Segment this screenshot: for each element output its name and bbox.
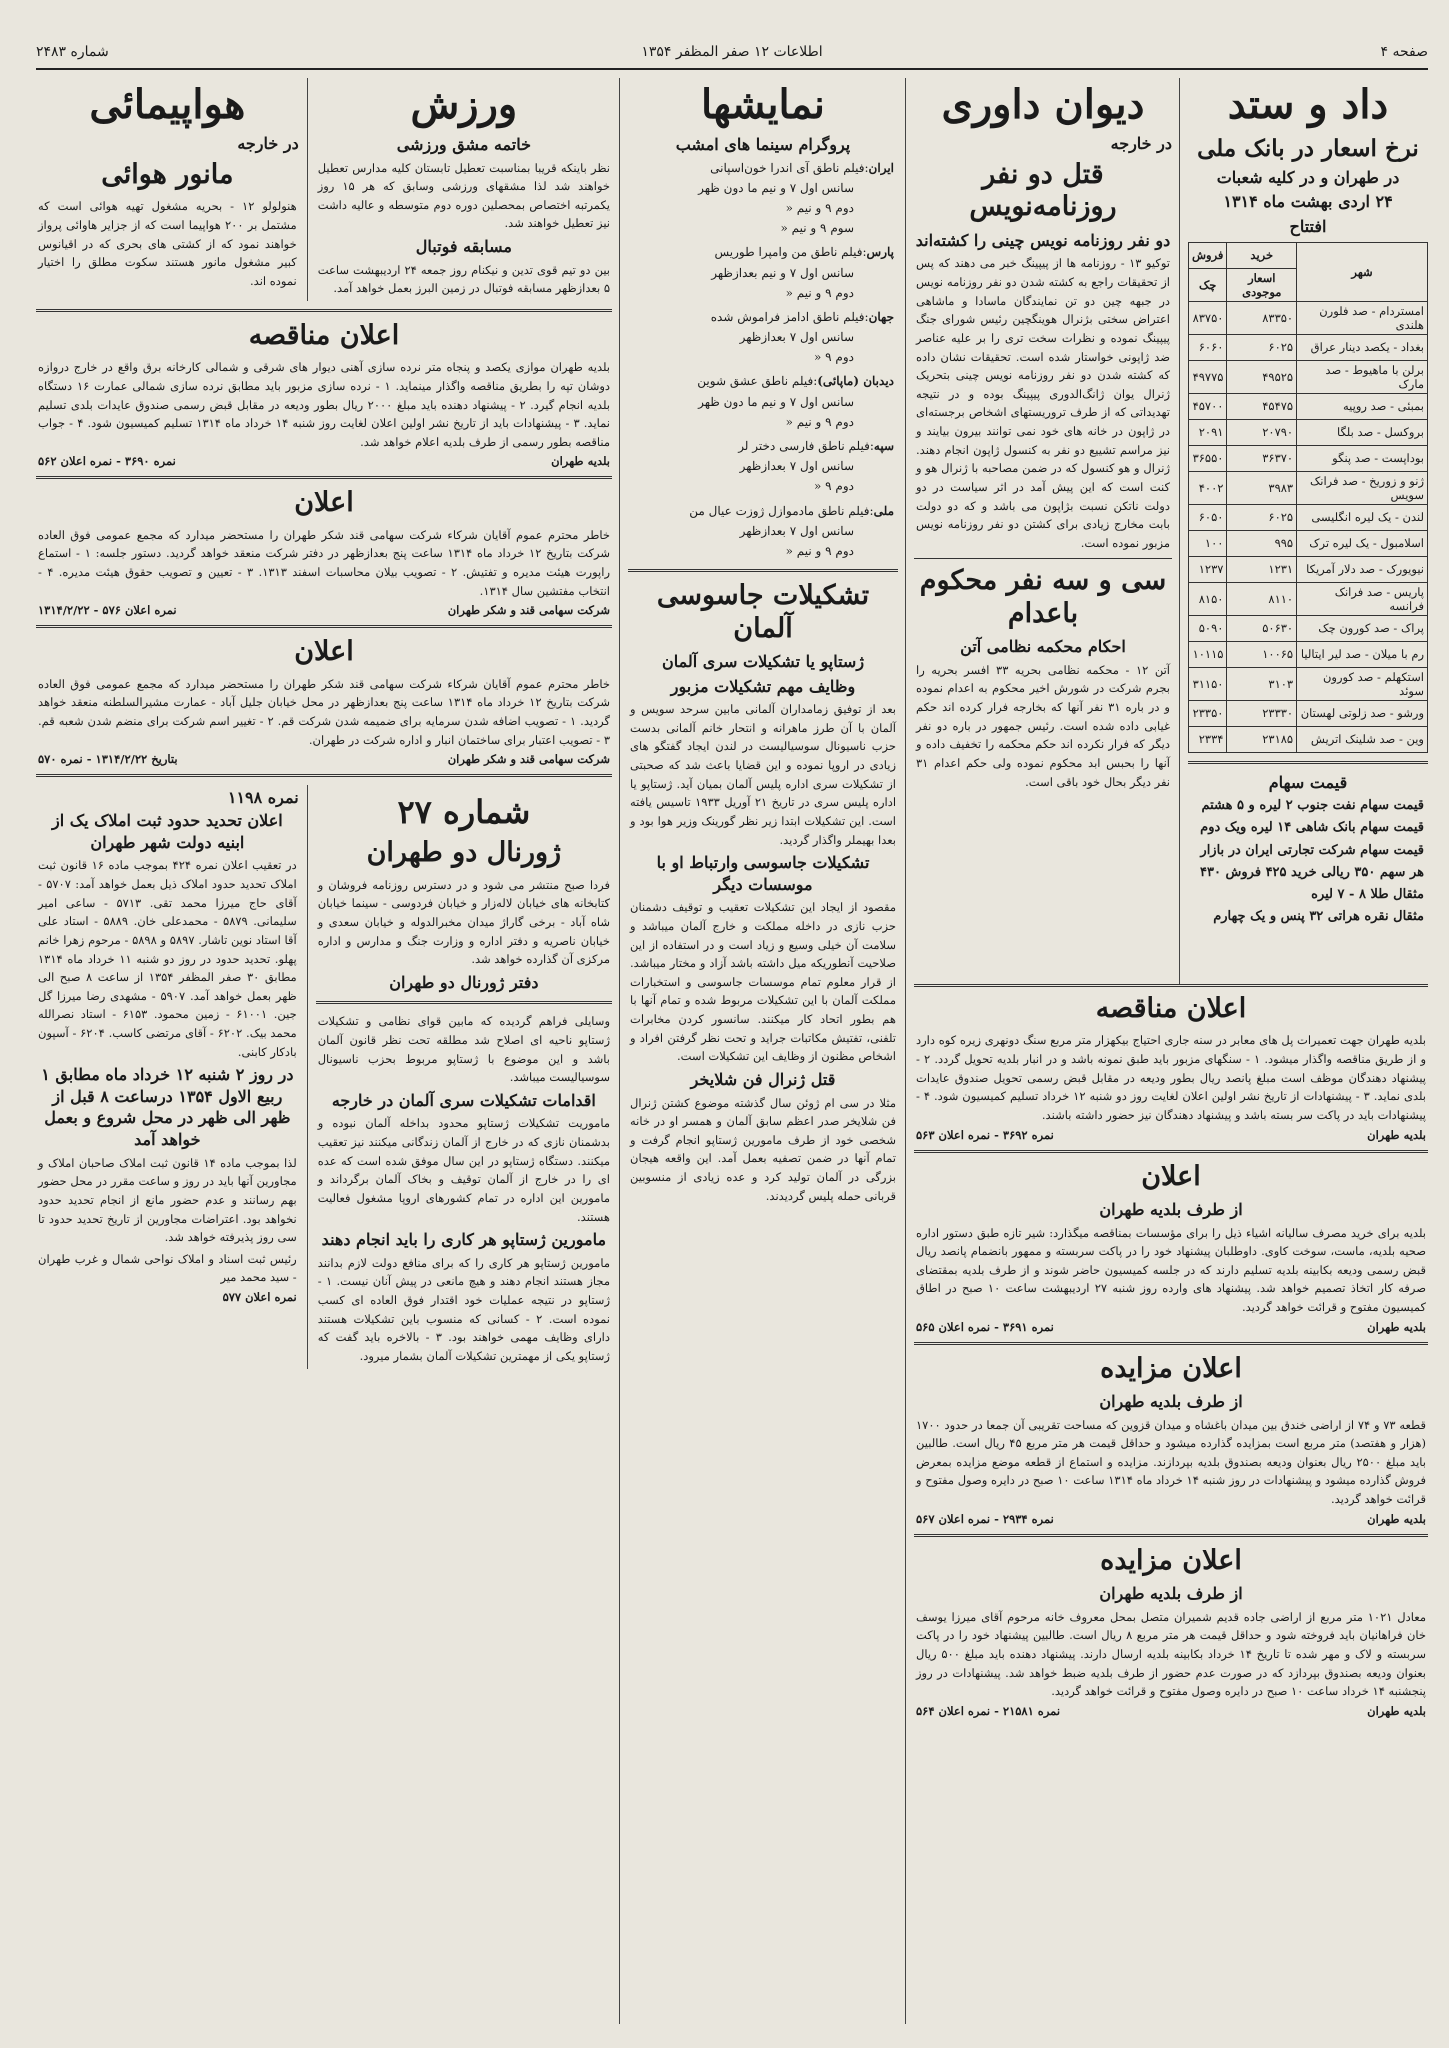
rate-cell-buy: ۴۵۴۷۵ xyxy=(1227,393,1297,419)
rate-cell-city: پاریس - صد فرانک فرانسه xyxy=(1297,582,1428,615)
showtime-line: سوم ۹ و نیم « xyxy=(780,221,854,236)
rate-cell-buy: ۶۰۲۵ xyxy=(1227,334,1297,360)
cinema-film: :فیلم ناطق عشق شوین xyxy=(697,374,818,389)
ad-signature: بلدیه طهران xyxy=(1367,1703,1426,1718)
aviation-subtitle: مانور هوائی xyxy=(101,159,234,190)
journal-footer: دفتر ژورنال دو طهران xyxy=(389,972,539,992)
rate-cell-city: امستردام - صد فلورن هلندی xyxy=(1297,301,1428,334)
tender-ad xyxy=(914,993,1428,1142)
ad-footer xyxy=(38,603,610,617)
issue-date: اطلاعات ۱۲ صفر المظفر ۱۳۵۴ xyxy=(641,44,823,60)
stock-line: هر سهم ۳۵۰ ریالی خرید ۴۲۵ فروش ۴۳۰ xyxy=(1200,864,1424,880)
registry-body: در تعقیب اعلان نمره ۴۲۴ بموجب ماده ۱۶ قانون ثبت املاک تحدید حدود املاک ذیل بعمل خواهد آمد: ۵۷۰۷ - آقای حاج میرزا محمد تقی. ۵۷۱۳ - ساعی امیر سلیمانی. ۵۸۷۹ - محمدعلی خان. ۵۸۸۹ - استاد علی آقا استاد نوین تاشار. ۵۸۹۷ و ۵۸۹۸ - مرحوم زهرا خانم پهلو. تحدید حدود در روز دو شنبه ۱۱ خرداد ماه ۱۳۱۴ مطابق ۳۰ صفر المظفر ۱۳۵۴ از ساعت ۸ صبح الی ظهر بعمل خواهد آمد. ۵۹۰۷ - مشهدی رضا میرزا گل جین. ۶۱۰۰۱ - زمین محمود. ۶۱۵۳ - استاد نصرالله محمد بیک. ۶۲۰۲ - آقای مرتضی کاسب. ۶۲۰۴ - آسپون بادکار کابنی. xyxy=(38,858,297,1059)
gestapo-body: مثلا در سی ام ژوئن سال گذشته موضوع کشتن ژنرال فن شلایخر صدر اعظم سابق آلمان و همسر او در خانه شخصی خود از طرف مامورین ژستاپو انجام گرفت و تمام آنها در ضمن تصفیه بعمل آمد. این واقعه هیجان بزرگی در آلمان تولید کرد و عده زیادی از منسوبین قربانی حمله پلیس گردیدند. xyxy=(630,1095,896,1203)
gestapo-title: تشکیلات جاسوسی آلمان xyxy=(656,580,870,644)
rate-cell-buy: ۹۹۵ xyxy=(1227,530,1297,556)
trade-subtitle2: در طهران و در کلیه شعبات xyxy=(1216,167,1400,187)
showtime-line: دوم ۹ و نیم « xyxy=(785,285,854,300)
aviation-title: هواپیمائی xyxy=(89,81,246,128)
rate-cell-sell: ۴۰۰۲ xyxy=(1189,471,1227,504)
gestapo2-subtitle: مامورین ژستاپو هر کاری را باید انجام دهند xyxy=(321,1230,607,1250)
auction-ad xyxy=(914,1353,1428,1526)
table-row xyxy=(1189,504,1428,530)
cinema-item xyxy=(628,372,898,432)
rate-cell-buy: ۱۰۰۶۵ xyxy=(1227,641,1297,667)
cinema-film: :فیلم ناطق فارسی دختر لر xyxy=(738,439,874,454)
cinema-item xyxy=(628,308,898,368)
ad-number: نمره اعلان ۵۷۶ - ۱۳۱۴/۲/۲۲ xyxy=(38,603,177,618)
rate-cell-sell: ۵۰۹۰ xyxy=(1189,615,1227,641)
rate-cell-sell: ۴۹۷۷۵ xyxy=(1189,360,1227,393)
table-row xyxy=(1189,726,1428,752)
journal-and-article xyxy=(307,785,612,1368)
gestapo-body: بعد از توفیق زمامداران آلمانی مابین سرحد سویس و آلمان با آن طرز ماهرانه و انتحار خانم آلمانی بدست حزب ناسیونال سوسیالیست در لندن ایجاد گفتگو های زیادی در اروپا نموده و این قضایا باعث شد که صحبتی از تشکیلات سری اداره پلیس آلمان بمیان آید. ژستاپو یا اداره پلیس سری در تاریخ ۲۱ آوریل ۱۹۳۳ تاسیس یافته است. این تشکیلات ابتدا زیر نظر گورینک وزیر هوا بود و بعدا بهیملر واگذار گردید. xyxy=(630,702,897,847)
rate-cell-city: برلن با ماهیوط - صد مارک xyxy=(1297,360,1428,393)
rate-cell-sell: ۲۰۹۱ xyxy=(1189,419,1227,445)
ad-footer xyxy=(916,1704,1426,1718)
ad-body: قطعه ۷۳ و ۷۴ از اراضی خندق بین میدان باغشاه و میدان قزوین که مساحت تقریبی آن جمعا در حدود ۱۷۰۰ (هزار و هفتصد) متر مربع است بمزایده گذارده میشود و حداقل قیمت هر متر مربع ۴۵ ریال است. طالبین باید مبلغ ۲۵۰۰ ریال بعنوان ودیعه بصندوق بلدیه بپردازند. مزایده و استماع از قطعه موضع مزایده بمعرض فروش گذارده میشود و پیشنهادات در روز شنبه ۱۴ خرداد ماه ۱۳۱۴ ساعت ۱۰ صبح در دایره وصول مفتوح و قرائت خواهد گردید. xyxy=(916,1417,1427,1507)
cinema-item xyxy=(628,437,898,497)
journal-issue-title: شماره ۲۷ xyxy=(397,793,531,832)
rate-cell-city: رم با میلان - صد لیر ایتالیا xyxy=(1297,641,1428,667)
showtime-line: دوم ۹ « xyxy=(814,479,854,494)
sport-body: نظر باینکه قریبا بمناسبت تعطیل تابستان کلیه مدارس تعطیل خواهند شد لذا مشقهای ورزشی وسابق که هر ۱۵ روز یکمرتبه اختصاص بمحصلین دوره دوم متوسطه و عالیه داشت نیز تعطیل خواهند شد. xyxy=(317,160,610,231)
rate-cell-sell: ۲۳۳۴ xyxy=(1189,726,1227,752)
ad-footer xyxy=(916,1128,1426,1142)
ad-body: خاطر محترم عموم آقایان شرکاء شرکت سهامی قند شکر طهران را مستحضر میدارد که مجمع عمومی فوق العاده شرکت بتاریخ ۱۲ خرداد ماه ۱۳۱۴ ساعت پنج بعدازظهر در محل خیابان جلیل آباد - عمارت مشیرالسلطنه منعقد خواهد گردید. ۱ - تصویب اضافه شدن سرمایه برای ضمیمه شدن شرکت قم. ۲ - تغییر اسم شرکت برای منضم شدن شعبه قم. ۳ - تصویب اعتبار برای ساختمان انبار و اداره شرکت در طهران. xyxy=(38,676,611,747)
showtime-line: دوم ۹ و نیم « xyxy=(785,414,854,429)
rate-cell-city: بغداد - یکصد دینار عراق xyxy=(1297,334,1428,360)
table-row xyxy=(1189,471,1428,504)
registry-footer-number xyxy=(38,1290,297,1304)
aviation-section-label: در خارجه xyxy=(237,134,299,153)
cinema-name: سپه xyxy=(873,439,894,454)
ad-subtitle: از طرف بلدیه طهران xyxy=(1099,1584,1243,1604)
rate-cell-city: بمبئی - صد روپیه xyxy=(1297,393,1428,419)
ad-number: نمره ۲۹۳۴ - نمره اعلان ۵۶۷ xyxy=(916,1511,1054,1526)
table-row xyxy=(1189,615,1428,641)
exchange-rate-table xyxy=(1188,242,1428,753)
sport-subtitle: خاتمه مشق ورزشی xyxy=(396,135,531,154)
gestapo-body: مقصود از ایجاد این تشکیلات تعقیب و توقیف دشمنان حزب نازی در داخله مملکت و خارج آلمان میباشد و سلامت آن خیلی وسیع و زیاد است و در استفاده از این صلاحیت آنطوریکه میل داشته باشد آزاد و مختار میباشد. از قرار معلوم تمام موسسات جاسوسی و استخبارات مملکت آلمان با این تشکیلات مربوط شده و تمام آنها با هم بطور اتحاد کار میکنند. سانسور کردن مخابرات تلفنی، تفتیش مکاتبات جراید و تحت نظر گرفتن افراد و اشخاص مظنون از وظایف این تشکیلات است. xyxy=(630,900,896,1064)
ad-body: بلدیه طهران موازی یکصد و پنجاه متر نرده سازی آهنی دیوار های شرقی و شمالی کارخانه برق واقع در خارج دروازه دوشان تپه را بطریق مناقصه واگذار مینماید. ۱ - نرده سازی مزبور باید مطابق نرده سازی شمالی عمارت ۱۶ دستگاه بلدیه انجام گیرد. ۲ - پیشنهاد دهنده باید مبلغ ۲۰۰۰ ریال بطور ودیعه در مقابل قبض رسمی صندوق عایدات بلدی تسلیم نماید. ۳ - پیشنهادات باید از تاریخ نشر اولین اعلان لغایت روز شنبه ۱۴ خرداد ماه ۱۳۱۴ تسلیم کمیسیون شود. ۴ - جواب مناقصه بطور رسمی از طرف بلدیه اعلام خواهد شد. xyxy=(38,360,611,449)
rate-cell-city: بروکسل - صد بلگا xyxy=(1297,419,1428,445)
sport-title: ورزش xyxy=(410,81,518,128)
rate-cell-city: بوداپست - صد پنگو xyxy=(1297,445,1428,471)
rate-cell-sell: ۶۰۵۰ xyxy=(1189,504,1227,530)
ad-title: اعلان مزایده xyxy=(1100,1544,1242,1576)
rate-cell-sell: ۳۶۵۵۰ xyxy=(1189,445,1227,471)
ad-number: نمره ۲۱۵۸۱ - نمره اعلان ۵۶۴ xyxy=(916,1703,1061,1718)
rate-cell-sell: ۳۱۱۵۰ xyxy=(1189,667,1227,700)
cinema-item xyxy=(628,243,898,303)
gestapo-subtitle: ژستاپو یا تشکیلات سری آلمان xyxy=(661,651,865,671)
rate-cell-sell: ۲۳۳۵۰ xyxy=(1189,700,1227,726)
table-header: فروش xyxy=(1189,242,1227,268)
rate-cell-buy: ۳۹۸۳ xyxy=(1227,471,1297,504)
registry-footer: رئیس ثبت اسناد و املاک نواحی شمال و غرب طهران - سید محمد میر xyxy=(38,1251,297,1285)
trade-subtitle: نرخ اسعار در بانک ملی xyxy=(1197,135,1419,162)
rate-cell-buy: ۵۰۶۳۰ xyxy=(1227,615,1297,641)
ad-title: اعلان xyxy=(294,487,354,519)
ad-title: اعلان xyxy=(294,636,354,668)
notice-ad xyxy=(36,487,612,617)
ad-footer xyxy=(916,1320,1426,1334)
cinema-film: :فیلم ناطق من وامپرا طوریس xyxy=(714,245,867,260)
ad-title: اعلان مناقصه xyxy=(248,319,400,351)
ad-number: نمره ۳۶۹۱ - نمره اعلان ۵۶۵ xyxy=(916,1319,1054,1334)
table-row xyxy=(1189,667,1428,700)
stock-line: مثقال طلا ۸ - ۷ لیره xyxy=(1311,886,1424,902)
ad-number: نمره ۳۶۹۲ - نمره اعلان ۵۶۳ xyxy=(916,1127,1054,1142)
table-row xyxy=(1189,556,1428,582)
showtime-line: دوم ۹ و نیم « xyxy=(785,543,854,558)
journal-name: ژورنال دو طهران xyxy=(366,837,562,869)
aviation-body: هنولولو ۱۲ - بحریه مشغول تهیه هوائی است که مشتمل بر ۲۰۰ هواپیما است که از جزایر هاوائی پرواز خواهند نمود که از کشتی های بحری که در اقیانوس کبیر مشغول مانور هستند سکوت مطلق را اختیار نموده اند. xyxy=(38,199,297,288)
court-title: دیوان داوری xyxy=(941,81,1145,128)
rate-cell-buy: ۳۱۰۳ xyxy=(1227,667,1297,700)
rate-cell-buy: ۲۳۱۸۵ xyxy=(1227,726,1297,752)
table-row xyxy=(1189,700,1428,726)
ad-signature: بلدیه طهران xyxy=(551,454,610,469)
table-row xyxy=(1189,530,1428,556)
showtime-line: سانس اول ۷ و نیم ما دون ظهر xyxy=(698,394,854,409)
masthead xyxy=(36,40,1428,70)
showtime-line: دوم ۹ و نیم « xyxy=(785,200,854,215)
stock-title: قیمت سهام xyxy=(1268,772,1348,792)
ad-signature: شرکت سهامی قند و شکر طهران xyxy=(447,603,610,618)
article-title: سی و سه نفر محکوم باعدام xyxy=(919,565,1167,629)
rate-cell-buy: ۲۰۷۹۰ xyxy=(1227,419,1297,445)
table-row xyxy=(1189,334,1428,360)
stock-line: مثقال نقره هراتی ۳۲ پنس و یک چهارم xyxy=(1213,908,1424,924)
ad-footer xyxy=(38,752,610,766)
rate-cell-buy: ۳۶۳۷۰ xyxy=(1227,445,1297,471)
rate-cell-sell: ۱۲۳۷ xyxy=(1189,556,1227,582)
ad-title: اعلان مزایده xyxy=(1100,1352,1242,1384)
rate-cell-city: استکهلم - صد کورون سوئد xyxy=(1297,667,1428,700)
table-subheader: چک xyxy=(1189,268,1227,301)
issue-number: شماره ۲۴۸۳ xyxy=(36,44,109,60)
journal-body: فردا صبح منتشر می شود و در دسترس روزنامه فروشان و کتابخانه های خیابان لاله‌زار و خیابان فردوسی - سینما خیابان شاه آباد - برخی گاراژ میدان مخبرالدوله و خیابان سعدی و خیابان ناصریه و دفتر اداره و وزارت جنگ و مدارس و اداره مرکزی آن گذارده خواهد شد. xyxy=(317,877,610,967)
cinema-name: ملی xyxy=(873,503,894,518)
cinema-name: دیدبان (ماپائی) xyxy=(817,374,894,389)
shows-column xyxy=(628,78,898,2024)
ad-body: معادل ۱۰۲۱ متر مربع از اراضی جاده قدیم شمیران متصل بمحل معروف خانه مرحوم آقای میرزا یوسف خان فراهانیان باید فروخته شود و حداقل قیمت هر متر مربع ۸ ریال است. طالبین پیشنهاد خود را در پاکت سربسته و لاک و مهر شده تا تاریخ ۱۴ خرداد بکابینه بلدیه ارسال دارند. پیشنهاد دهنده باید مبلغ ۵۰۰ ریال بعنوان ودیعه بصندوق بپردازد که در صورت عدم حضور از طرف بلدیه ضبط خواهد شد. پیشنهادات در روز پنجشنبه ۱۴ خرداد ساعت ۱۰ صبح در دایره وصول مفتوح و قرائت خواهد گردید. xyxy=(916,1609,1426,1699)
ad-title: اعلان xyxy=(1141,1160,1201,1192)
ad-footer xyxy=(916,1512,1426,1526)
auction-ad xyxy=(914,1545,1428,1718)
tender-ad xyxy=(36,320,612,469)
stock-line: قیمت سهام نفت جنوب ۲ لیره و ۵ هشتم xyxy=(1201,798,1424,814)
ad-number: بتاریخ ۱۳۱۴/۲/۲۲ - نمره ۵۷۰ xyxy=(38,752,178,767)
gestapo-section-title: تشکیلات جاسوسی وارتباط او با موسسات دیگر xyxy=(656,853,870,894)
article-subtitle: دو نفر روزنامه نویس چینی را کشته‌اند xyxy=(915,230,1171,250)
page-number: صفحه ۴ xyxy=(1380,44,1428,60)
ad-signature: بلدیه طهران xyxy=(1367,1511,1426,1526)
ad-number: نمره اعلان ۵۷۷ xyxy=(222,1290,297,1305)
rate-cell-city: لندن - یک لیره انگلیسی xyxy=(1297,504,1428,530)
trade-opening: افتتاح xyxy=(1289,217,1327,237)
rate-cell-city: ورشو - صد زلوتی لهستان xyxy=(1297,700,1428,726)
aviation-section xyxy=(36,78,307,301)
rate-cell-buy: ۸۱۱۰ xyxy=(1227,582,1297,615)
rate-cell-buy: ۱۲۳۱ xyxy=(1227,556,1297,582)
rate-cell-city: پراک - صد کورون چک xyxy=(1297,615,1428,641)
rate-cell-city: نیویورک - صد دلار آمریکا xyxy=(1297,556,1428,582)
gestapo2-title: اقدامات تشکیلات سری آلمان در خارجه xyxy=(331,1090,596,1110)
gestapo2-body: ماموریت تشکیلات ژستاپو محدود بداخله آلمان نبوده و بدشمنان نازی که در خارج از آلمان زندگانی میکنند نیز تعقیب میکنند. دستگاه ژستاپو در این سال موفق شده است که عده ای را در خارج از آلمان توقیف و بخاک آلمان برگرداند و مامورین این اداره در تمام کشورهای اروپا مشغول فعالیت هستند. xyxy=(317,1116,610,1224)
cinema-film: :فیلم ناطق مادموازل ژوزت عیال من xyxy=(689,503,874,518)
ad-body: بلدیه طهران جهت تعمیرات پل های معابر در سنه جاری احتیاج بیکهزار متر مربع سنگ دونهری زیره کوه دارد و از طریق مناقصه واگذار میشود. ۱ - سنگهای مزبور باید طبق نمونه باشد و در انبار بلدیه تحویل گردد. ۲ - پیشنهاد دهندگان موظف است مبلغ پانصد ریال بطور ودیعه در مقابل قبض رسمی تحویل صندوق عایدات بلدی نماید. ۳ - پیشنهادات از تاریخ نشر اولین اعلان لغایت روز دو شنبه ۱۲ خرداد تسلیم کمیسیون شود. ۴ - پیشنهادات باید در پاکت سر بسته باشد و پیشنهاد دهندگان نیز حضور داشته باشند. xyxy=(916,1033,1426,1122)
program-title: پروگرام سینما های امشب xyxy=(675,135,851,154)
notice-ad xyxy=(914,1161,1428,1334)
article-body: توکیو ۱۳ - روزنامه ها از پیپینگ خبر می دهند که پس از تحقیقات راجع به کشته شدن دو نفر روزنامه نویس در جبهه چین دو تن نمایندگان ماسادا و ماشاهی اعتراض سختی بژنرال هوینگچین رئیس شورای جنگ پیپینگ نموده و نظرات سخت تری را بر علیه عناصر ضد ژاپونی خواستار شده است. تحقیقات نشان داده که کشته شدن دو نفر روزنامه نویس چینی بتحریک ژنرال یوان ژانگ‌الدوری پیپینگ بوده و در نتیجه تهدیداتی که از طرف تروریستهای اشخاص برجسته‌ای در ژاپون در خانه های خود نمی توانند بیرون بیایند و نیز مراسم تشییع دو نفر به کنسول ژاپون انجام دهند. ژنرال و هو کنسول که در ضمن مصاحبه با ژنرال هو و کنت است که این پیش آمد در اثر سیاست در دو دولت ناتکن نسبت بژاپون می باشد و که دو دولت بابت مخارج زیادی برای کشتن دو نفر روزنامه نویس مزبور نموده است. xyxy=(916,256,1171,550)
newspaper-page xyxy=(36,34,1428,2034)
ad-footer xyxy=(38,454,610,468)
sport-subtitle: مسابقه فوتبال xyxy=(415,237,512,257)
cinema-item xyxy=(628,502,898,562)
table-row xyxy=(1189,393,1428,419)
rate-cell-city: اسلامبول - یک لیره ترک xyxy=(1297,530,1428,556)
rate-cell-sell: ۱۰۰ xyxy=(1189,530,1227,556)
registry-body: لذا بموجب ماده ۱۴ قانون ثبت املاک صاحبان املاک و مجاورین آنها باید در روز و ساعت مقرر در محل حضور بهم رسانند و عدم حضور مانع از انجام تحدید حدود نخواهد بود. اعتراضات مجاورین از تاریخ تحدید حدود تا سی روز پذیرفته خواهد شد. xyxy=(38,1155,297,1245)
cinema-name: جهان xyxy=(868,309,894,324)
rate-cell-sell: ۴۵۷۰۰ xyxy=(1189,393,1227,419)
cinema-item xyxy=(628,159,898,239)
ad-signature: بلدیه طهران xyxy=(1367,1127,1426,1142)
rate-cell-sell: ۱۰۱۱۵ xyxy=(1189,641,1227,667)
bottom-row xyxy=(36,785,612,1368)
ad-signature: بلدیه طهران xyxy=(1367,1319,1426,1334)
showtime-line: سانس اول ۷ بعدازظهر xyxy=(739,330,854,345)
showtime-line: سانس اول ۷ و نیم بعدازظهر xyxy=(711,265,854,280)
showtime-line: سانس اول ۷ بعدازظهر xyxy=(739,459,854,474)
rate-cell-sell: ۶۰۶۰ xyxy=(1189,334,1227,360)
rate-cell-sell: ۸۱۵۰ xyxy=(1189,582,1227,615)
trade-date: ۲۴ اردی بهشت ماه ۱۳۱۴ xyxy=(1223,192,1393,212)
cinema-film: :فیلم ناطق آی اندرا خون‌اسپانی xyxy=(710,160,869,175)
cinema-name: ایران xyxy=(868,160,894,175)
table-row xyxy=(1189,301,1428,334)
rate-cell-city: وین - صد شلینک اتریش xyxy=(1297,726,1428,752)
stock-line: قیمت سهام شرکت تجارتی ایران در بازار xyxy=(1200,842,1424,858)
ad-body: خاطر محترم عموم آقایان شرکاء شرکت سهامی قند شکر طهران را مستحضر میدارد که مجمع عمومی فوق العاده شرکت بتاریخ ۱۲ خرداد ماه ۱۳۱۴ ساعت پنج بعدازظهر در دفتر شرکت منعقد خواهد گردید. دستور جلسه: ۱ - استماع راپورت هیئت مدیره و تفتیش. ۲ - تصویب بیلان محاسبات اسفند ۱۳۱۳. ۳ - تعیین و تصویب حقوق هیئت مدیره. ۴ - انتخاب مفتشین سال ۱۳۱۴. xyxy=(38,527,610,598)
table-row xyxy=(1189,582,1428,615)
table-row xyxy=(1189,445,1428,471)
rate-cell-city: ژنو و زوریخ - صد فرانک سویس xyxy=(1297,471,1428,504)
ad-number: نمره ۳۶۹۰ - نمره اعلان ۵۶۲ xyxy=(38,454,176,469)
ad-subtitle: از طرف بلدیه طهران xyxy=(1099,1199,1243,1219)
showtime-line: سانس اول ۷ و نیم ما دون ظهر xyxy=(698,180,854,195)
gestapo-section-title: قتل ژنرال فن شلایخر xyxy=(690,1069,836,1089)
shows-title: نمایشها xyxy=(701,81,825,128)
gestapo2-body: مامورین ژستاپو هر کاری را که برای منافع دولت لازم بدانند مجاز هستند انجام دهند و هیچ مانعی در پیش آنان نیست. ۱ - ژستاپو در نتیجه عملیات خود اقتدار فوق العاده ای کسب نموده است. ۲ - کسانی که منسوب باین تشکیلات هستند دارای وظایف مهمی خواهند بود. ۳ - بالاخره باید گفت که ژستاپو یکی از مهمترین تشکیلات آلمان بشمار میرود. xyxy=(317,1255,611,1363)
article-body: آتن ۱۲ - محکمه نظامی بحریه ۳۳ افسر بحریه را بجرم شرکت در شورش اخیر محکوم به اعدام نموده و در باره ۳۱ نفر آنها که بخارجه فرار کرده اند حکم غیابی داده شده است. رئیس جمهور در باره دو نفر دیگر که فرار نکرده اند حکم محکمه را تخفیف داده و آنها را بحبس ابد محکوم نموده ولی حکم اعدام ۳۱ نفر دیگر بحال خود باقی است. xyxy=(916,662,1170,789)
registry-ad xyxy=(36,785,307,1368)
stock-line: قیمت سهام بانک شاهی ۱۴ لیره ویک دوم xyxy=(1200,820,1424,836)
trade-title: داد و ستد xyxy=(1227,81,1389,128)
registry-number: نمره ۱۱۹۸ xyxy=(227,788,299,808)
registry-schedule: در روز ۲ شنبه ۱۲ خرداد ماه مطابق ۱ ربیع الاول ۱۳۵۴ درساعت ۸ قبل از ظهر الی ظهر در محل شروع و بعمل خواهد آمد xyxy=(41,1065,294,1150)
showtime-line: دوم ۹ « xyxy=(814,350,854,365)
sport-section xyxy=(307,78,612,301)
ad-title: اعلان مناقصه xyxy=(1095,993,1247,1024)
notice-ad xyxy=(36,636,612,766)
table-row xyxy=(1189,360,1428,393)
municipal-ads xyxy=(914,984,1428,2024)
article-subtitle: احکام محکمه نظامی آتن xyxy=(960,637,1126,657)
gestapo-intro: وسایلی فراهم گردیده که مابین قوای نظامی و تشکیلات ژستاپو ناحیه ای اصلاح شد مطلقه تحت نظر قانون آلمان باشد و این موضوع با ژستاپو مربوط بحزب ناسیونال سوسیالیست میباشد. xyxy=(317,1014,610,1085)
rate-cell-sell: ۸۳۷۵۰ xyxy=(1189,301,1227,334)
sport-body: بین دو تیم قوی تدین و نیکنام روز جمعه ۲۴ اردیبهشت ساعت ۵ بعدازظهر مسابقه فوتبال در زمین البرز بعمل خواهد آمد. xyxy=(317,262,610,296)
stock-list xyxy=(1188,796,1428,927)
ad-signature: شرکت سهامی قند و شکر طهران xyxy=(447,752,610,767)
rate-cell-buy: ۴۹۵۲۵ xyxy=(1227,360,1297,393)
table-subheader: اسعار موجودی xyxy=(1227,268,1297,301)
left-columns xyxy=(36,78,612,2024)
ad-body: بلدیه برای خرید مصرف سالیانه اشیاء ذیل را برای مؤسسات بمناقصه میگذارد: شیر تازه طبق دستور اداره صحیه بلدیه، ماست، سوخت کاوی. داوطلبان پیشنهاد خود را در پاکت سربسته و ممهور بانضمام پانصد ریال قبض رسمی ودیعه بکابینه بلدیه تسلیم دارند که در جلسه کمیسیون حاضر شوند و از طرف بلدیه بمقتضای صرفه کار اتخاذ تصمیم خواهد شد. پیشنهاد های وارده روز شنبه ۲۷ اردیبهشت ساعت ۱۰ صبح در اطاق کمیسیون مفتوح و قرائت خواهد گردید. xyxy=(916,1225,1427,1314)
ad-subtitle: از طرف بلدیه طهران xyxy=(1099,1392,1243,1412)
registry-title: اعلان تحدید حدود ثبت املاک یک از ابنیه دولت شهر طهران xyxy=(52,811,283,852)
table-row xyxy=(1189,419,1428,445)
court-section: در خارجه xyxy=(1110,134,1172,153)
gestapo-subtitle2: وظایف مهم تشکیلات مزبور xyxy=(670,676,856,696)
cinema-list xyxy=(628,159,898,562)
cinema-name: پارس xyxy=(866,245,894,260)
rate-cell-buy: ۶۰۲۵ xyxy=(1227,504,1297,530)
table-header: خرید xyxy=(1227,242,1297,268)
table-row xyxy=(1189,641,1428,667)
article-title: قتل دو نفر روزنامه‌نویس xyxy=(969,159,1117,223)
cinema-film: :فیلم ناطق ادامز فراموش شده xyxy=(710,309,869,324)
showtime-line: سانس اول ۷ بعدازظهر xyxy=(739,523,854,538)
rate-cell-buy: ۲۳۳۳۰ xyxy=(1227,700,1297,726)
rate-cell-buy: ۸۳۳۵۰ xyxy=(1227,301,1297,334)
table-header: شهر xyxy=(1297,242,1428,301)
top-row xyxy=(36,78,612,301)
